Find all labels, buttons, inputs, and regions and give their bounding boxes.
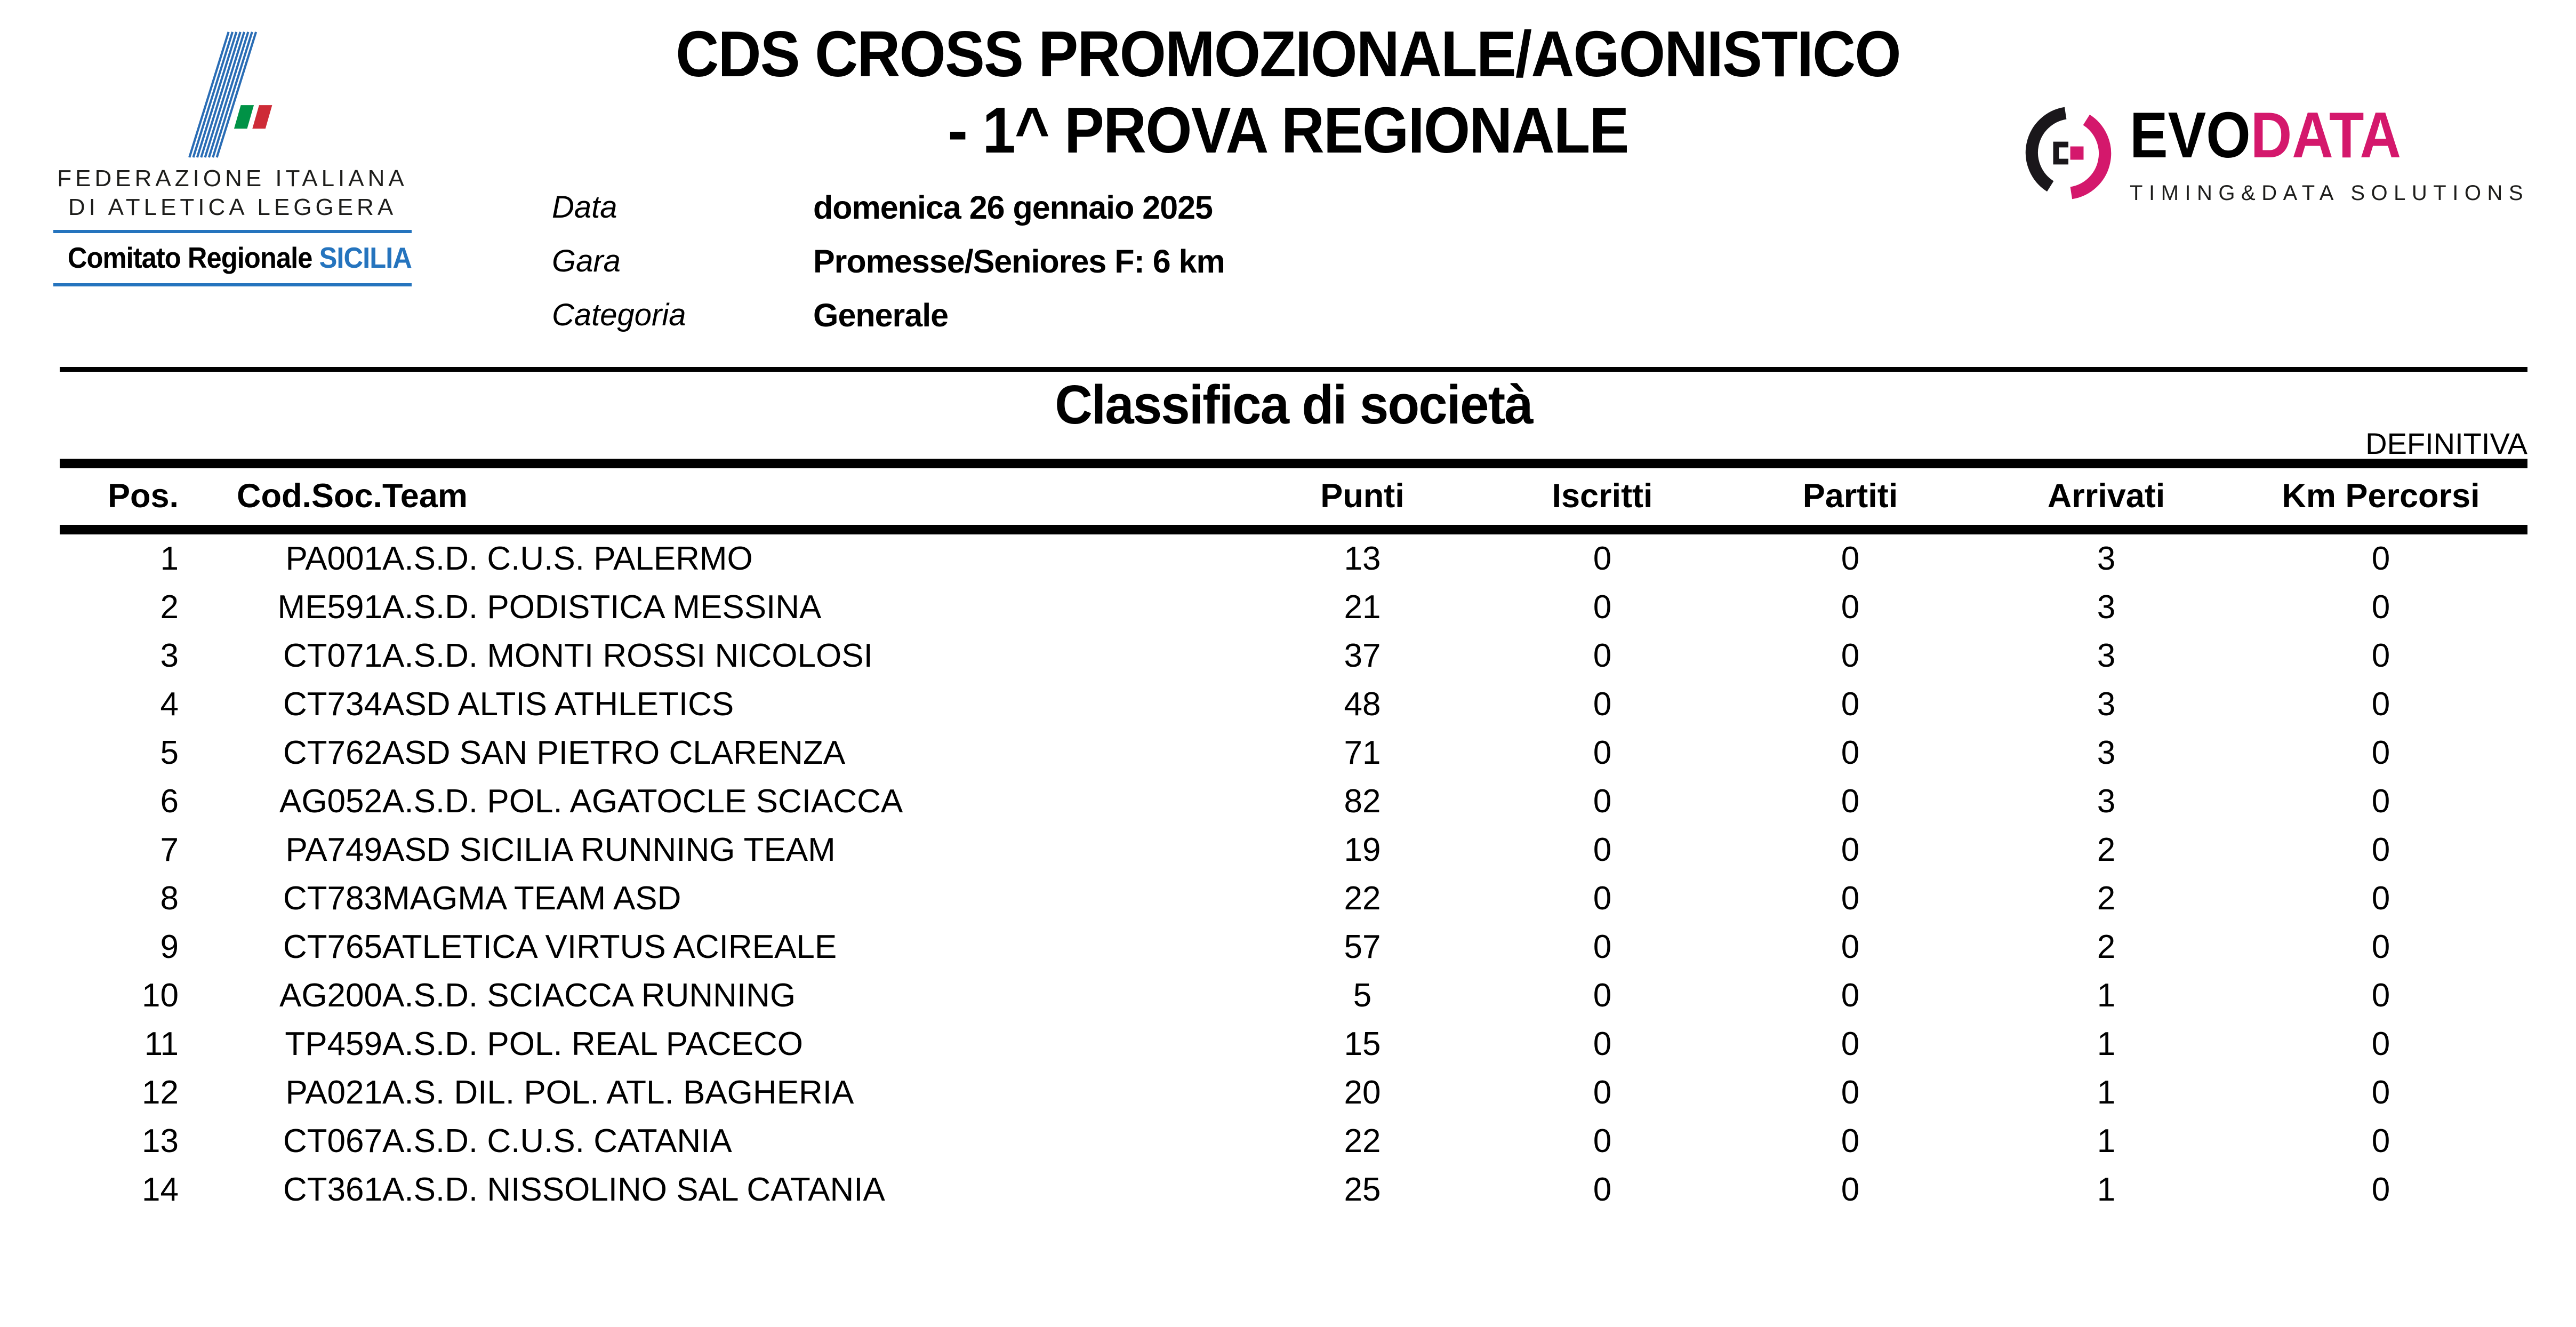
cell-team: ASD SICILIA RUNNING TEAM	[382, 832, 836, 868]
section-head	[60, 373, 2527, 459]
results-table	[60, 459, 2527, 1214]
cell-pos: 2	[160, 589, 179, 626]
header-row	[60, 463, 2527, 530]
cell-arrivati: 1	[2097, 977, 2116, 1014]
category-label: Categoria	[552, 298, 686, 332]
table-row	[60, 874, 2527, 923]
cell-partiti: 0	[1841, 977, 1860, 1014]
cell-iscritti: 0	[1593, 880, 1612, 917]
cell-km-percorsi: 0	[2371, 1026, 2390, 1062]
cell-iscritti: 0	[1593, 1074, 1612, 1111]
cell-cod-soc: ME591	[277, 589, 382, 626]
cell-arrivati: 3	[2097, 637, 2116, 674]
cell-arrivati: 3	[2097, 734, 2116, 771]
cell-iscritti: 0	[1593, 929, 1612, 965]
event-title-line2: - 1^ PROVA REGIONALE	[948, 93, 1628, 166]
cell-pos: 4	[160, 686, 179, 723]
race-value: Promesse/Seniores F: 6 km	[813, 243, 1225, 279]
brand-data: DATA	[2250, 99, 2402, 171]
cell-cod-soc: CT762	[283, 734, 382, 771]
cell-km-percorsi: 0	[2371, 1123, 2390, 1160]
table-row	[60, 777, 2527, 826]
section-title: Classifica di società	[1055, 374, 1532, 435]
cell-punti: 25	[1344, 1171, 1381, 1208]
cell-partiti: 0	[1841, 1171, 1860, 1208]
cell-iscritti: 0	[1593, 540, 1612, 577]
column-header-team: Team	[382, 477, 468, 515]
cell-punti: 82	[1344, 783, 1381, 820]
cell-km-percorsi: 0	[2371, 1171, 2390, 1208]
cell-arrivati: 1	[2097, 1123, 2116, 1160]
cell-punti: 57	[1344, 929, 1381, 965]
cell-cod-soc: CT734	[283, 686, 382, 723]
meta-row-date	[552, 180, 1225, 234]
table-row	[60, 583, 2527, 631]
cell-km-percorsi: 0	[2371, 637, 2390, 674]
cell-arrivati: 1	[2097, 1026, 2116, 1062]
header-divider	[60, 367, 2527, 372]
cell-pos: 1	[160, 540, 179, 577]
cell-arrivati: 2	[2097, 880, 2116, 917]
cell-arrivati: 3	[2097, 783, 2116, 820]
table-row	[60, 923, 2527, 971]
cell-iscritti: 0	[1593, 1123, 1612, 1160]
cell-team: A.S.D. POL. AGATOCLE SCIACCA	[382, 783, 903, 820]
cell-partiti: 0	[1841, 832, 1860, 868]
cell-punti: 22	[1344, 880, 1381, 917]
cell-cod-soc: PA021	[285, 1074, 382, 1111]
column-header-punti: Punti	[1320, 477, 1405, 515]
cell-partiti: 0	[1841, 734, 1860, 771]
table-row	[60, 1117, 2527, 1165]
race-label: Gara	[552, 244, 621, 278]
cell-iscritti: 0	[1593, 977, 1612, 1014]
cell-iscritti: 0	[1593, 783, 1612, 820]
cell-punti: 19	[1344, 832, 1381, 868]
cell-km-percorsi: 0	[2371, 977, 2390, 1014]
date-label: Data	[552, 190, 617, 225]
cell-km-percorsi: 0	[2371, 832, 2390, 868]
status-badge: DEFINITIVA	[2365, 427, 2527, 460]
cell-punti: 13	[1344, 540, 1381, 577]
cell-pos: 3	[160, 637, 179, 674]
cell-arrivati: 3	[2097, 540, 2116, 577]
cell-punti: 48	[1344, 686, 1381, 723]
cell-partiti: 0	[1841, 1074, 1860, 1111]
cell-km-percorsi: 0	[2371, 929, 2390, 965]
cell-iscritti: 0	[1593, 1026, 1612, 1062]
cell-arrivati: 2	[2097, 929, 2116, 965]
cell-partiti: 0	[1841, 1026, 1860, 1062]
cell-team: ASD ALTIS ATHLETICS	[382, 686, 734, 723]
cell-arrivati: 1	[2097, 1171, 2116, 1208]
evodata-tagline: TIMING&DATA SOLUTIONS	[2130, 181, 2529, 205]
column-header-iscritti: Iscritti	[1552, 477, 1653, 515]
cell-pos: 5	[160, 734, 179, 771]
table-row	[60, 1068, 2527, 1117]
regional-committee	[67, 241, 412, 275]
cell-cod-soc: CT765	[283, 929, 382, 965]
cell-cod-soc: AG052	[279, 783, 382, 820]
cell-cod-soc: PA001	[285, 540, 382, 577]
table-row	[60, 680, 2527, 729]
cell-team: A.S.D. POL. REAL PACECO	[382, 1026, 804, 1062]
results-thead	[60, 463, 2527, 530]
fidal-logo	[53, 29, 412, 286]
cell-iscritti: 0	[1593, 1171, 1612, 1208]
cell-punti: 21	[1344, 589, 1381, 626]
fidal-divider-bottom	[53, 283, 412, 286]
cell-arrivati: 1	[2097, 1074, 2116, 1111]
cell-team: A.S.D. NISSOLINO SAL CATANIA	[382, 1171, 885, 1208]
column-header-km-percorsi: Km Percorsi	[2282, 477, 2480, 515]
evodata-wordmark	[2130, 99, 2529, 205]
cell-pos: 11	[144, 1026, 179, 1062]
cell-km-percorsi: 0	[2371, 880, 2390, 917]
cell-km-percorsi: 0	[2371, 783, 2390, 820]
cell-cod-soc: CT361	[283, 1171, 382, 1208]
meta-row-category	[552, 288, 1225, 342]
fidal-logo-icon	[158, 29, 307, 160]
cell-km-percorsi: 0	[2371, 1074, 2390, 1111]
cell-partiti: 0	[1841, 1123, 1860, 1160]
table-row	[60, 971, 2527, 1020]
evodata-logo	[2021, 99, 2529, 205]
results-tbody	[60, 530, 2527, 1214]
cell-iscritti: 0	[1593, 734, 1612, 771]
table-row	[60, 1020, 2527, 1068]
column-header-cod-soc: Cod.Soc.	[236, 477, 382, 515]
cell-km-percorsi: 0	[2371, 686, 2390, 723]
date-value: domenica 26 gennaio 2025	[813, 189, 1213, 226]
event-meta	[552, 180, 1225, 342]
cell-partiti: 0	[1841, 880, 1860, 917]
event-title	[544, 16, 2032, 168]
cell-cod-soc: CT783	[283, 880, 382, 917]
cell-punti: 20	[1344, 1074, 1381, 1111]
cell-partiti: 0	[1841, 686, 1860, 723]
region-label: SICILIA	[319, 241, 412, 275]
cell-pos: 13	[142, 1123, 179, 1160]
cell-punti: 22	[1344, 1123, 1381, 1160]
cell-partiti: 0	[1841, 540, 1860, 577]
cell-team: ASD SAN PIETRO CLARENZA	[382, 734, 846, 771]
cell-team: A.S.D. PODISTICA MESSINA	[382, 589, 822, 626]
cell-punti: 15	[1344, 1026, 1381, 1062]
cell-partiti: 0	[1841, 589, 1860, 626]
cell-team: A.S.D. MONTI ROSSI NICOLOSI	[382, 637, 873, 674]
cell-pos: 8	[160, 880, 179, 917]
cell-team: A.S.D. C.U.S. PALERMO	[382, 540, 753, 577]
brand-evo: EVO	[2130, 99, 2251, 171]
cell-arrivati: 3	[2097, 686, 2116, 723]
column-header-partiti: Partiti	[1802, 477, 1898, 515]
cell-pos: 14	[142, 1171, 179, 1208]
cell-team: MAGMA TEAM ASD	[382, 880, 681, 917]
federation-name-line2: DI ATLETICA LEGGERA	[68, 194, 397, 220]
cell-partiti: 0	[1841, 783, 1860, 820]
cell-cod-soc: CT071	[283, 637, 382, 674]
column-header-pos: Pos.	[107, 477, 179, 515]
table-row	[60, 729, 2527, 777]
cell-arrivati: 3	[2097, 589, 2116, 626]
cell-team: A.S.D. C.U.S. CATANIA	[382, 1123, 732, 1160]
page-header	[0, 0, 2576, 368]
table-row	[60, 631, 2527, 680]
evodata-brand	[2130, 99, 2481, 171]
title-block	[480, 16, 2096, 168]
cell-punti: 71	[1344, 734, 1381, 771]
cell-partiti: 0	[1841, 637, 1860, 674]
cell-cod-soc: PA749	[285, 832, 382, 868]
cell-pos: 6	[160, 783, 179, 820]
cell-team: ATLETICA VIRTUS ACIREALE	[382, 929, 837, 965]
committee-label: Comitato Regionale	[67, 241, 312, 275]
cell-km-percorsi: 0	[2371, 589, 2390, 626]
cell-pos: 7	[160, 832, 179, 868]
cell-pos: 9	[160, 929, 179, 965]
column-header-arrivati: Arrivati	[2047, 477, 2165, 515]
table-row	[60, 826, 2527, 874]
evodata-logo-icon	[2021, 106, 2116, 201]
table-row	[60, 530, 2527, 583]
cell-pos: 12	[142, 1074, 179, 1111]
cell-cod-soc: CT067	[283, 1123, 382, 1160]
cell-cod-soc: AG200	[279, 977, 382, 1014]
cell-cod-soc: TP459	[285, 1026, 382, 1062]
category-value: Generale	[813, 297, 949, 333]
cell-team: A.S. DIL. POL. ATL. BAGHERIA	[382, 1074, 854, 1111]
table-row	[60, 1165, 2527, 1214]
meta-row-race	[552, 234, 1225, 288]
cell-iscritti: 0	[1593, 686, 1612, 723]
cell-punti: 37	[1344, 637, 1381, 674]
cell-km-percorsi: 0	[2371, 734, 2390, 771]
cell-iscritti: 0	[1593, 589, 1612, 626]
cell-iscritti: 0	[1593, 637, 1612, 674]
cell-arrivati: 2	[2097, 832, 2116, 868]
cell-punti: 5	[1353, 977, 1372, 1014]
cell-km-percorsi: 0	[2371, 540, 2390, 577]
cell-iscritti: 0	[1593, 832, 1612, 868]
federation-name-line1: FEDERAZIONE ITALIANA	[57, 165, 408, 191]
fidal-divider-top	[53, 230, 412, 233]
cell-partiti: 0	[1841, 929, 1860, 965]
event-title-line1: CDS CROSS PROMOZIONALE/AGONISTICO	[676, 18, 1900, 90]
cell-pos: 10	[142, 977, 179, 1014]
cell-team: A.S.D. SCIACCA RUNNING	[382, 977, 796, 1014]
